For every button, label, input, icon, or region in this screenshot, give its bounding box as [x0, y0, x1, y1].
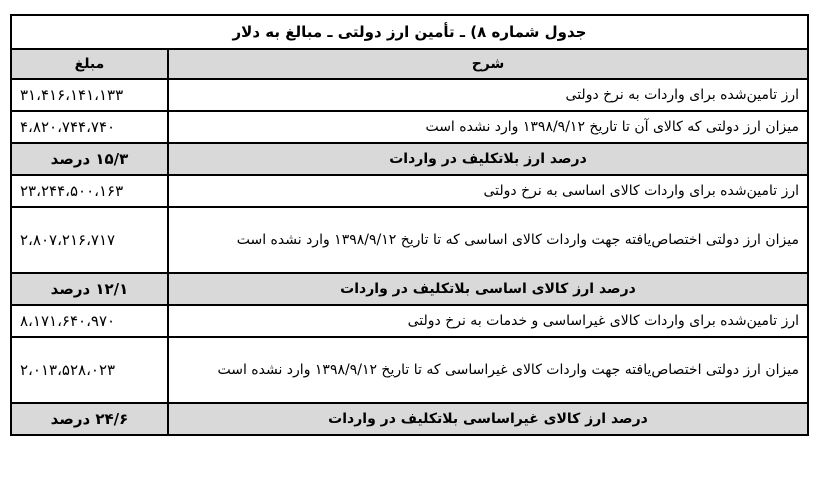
table-row	[11, 111, 808, 143]
summary-description: درصد ارز کالای غیراساسی بلاتکلیف در واردات	[168, 403, 808, 435]
table-title: جدول شماره ۸) ـ تأمین ارز دولتی ـ مبالغ به دلار	[11, 15, 808, 49]
row-amount: ۲،۸۰۷،۲۱۶،۷۱۷	[11, 207, 168, 273]
row-description: ارز تامین‌شده برای واردات کالای غیراساسی و خدمات به نرخ دولتی	[168, 305, 808, 337]
summary-description: درصد ارز بلاتکلیف در واردات	[168, 143, 808, 175]
table-row	[11, 79, 808, 111]
row-description: میزان ارز دولتی اختصاص‌یافته جهت واردات کالای غیراساسی که تا تاریخ ۱۳۹۸/۹/۱۲ وارد نشده است	[168, 337, 808, 403]
table-row	[11, 207, 808, 273]
row-amount: ۸،۱۷۱،۶۴۰،۹۷۰	[11, 305, 168, 337]
summary-row	[11, 403, 808, 435]
summary-row	[11, 143, 808, 175]
funding-table-container	[10, 14, 807, 436]
table-row	[11, 337, 808, 403]
row-description: ارز تامین‌شده برای واردات کالای اساسی به نرخ دولتی	[168, 175, 808, 207]
amount-column-header: مبلغ	[11, 49, 168, 79]
description-column-header: شرح	[168, 49, 808, 79]
summary-percent: ۲۴/۶ درصد	[11, 403, 168, 435]
summary-row	[11, 273, 808, 305]
row-amount: ۲۳،۲۴۴،۵۰۰،۱۶۳	[11, 175, 168, 207]
row-description: میزان ارز دولتی اختصاص‌یافته جهت واردات کالای اساسی که تا تاریخ ۱۳۹۸/۹/۱۲ وارد نشده است	[168, 207, 808, 273]
summary-description: درصد ارز کالای اساسی بلاتکلیف در واردات	[168, 273, 808, 305]
table-row	[11, 175, 808, 207]
table-header-row	[11, 49, 808, 79]
row-description: میزان ارز دولتی که کالای آن تا تاریخ ۱۳۹۸/۹/۱۲ وارد نشده است	[168, 111, 808, 143]
row-amount: ۲،۰۱۳،۵۲۸،۰۲۳	[11, 337, 168, 403]
table-title-row	[11, 15, 808, 49]
row-description: ارز تامین‌شده برای واردات به نرخ دولتی	[168, 79, 808, 111]
currency-funding-table	[10, 14, 809, 436]
summary-percent: ۱۲/۱ درصد	[11, 273, 168, 305]
summary-percent: ۱۵/۳ درصد	[11, 143, 168, 175]
row-amount: ۴،۸۲۰،۷۴۴،۷۴۰	[11, 111, 168, 143]
table-row	[11, 305, 808, 337]
row-amount: ۳۱،۴۱۶،۱۴۱،۱۳۳	[11, 79, 168, 111]
